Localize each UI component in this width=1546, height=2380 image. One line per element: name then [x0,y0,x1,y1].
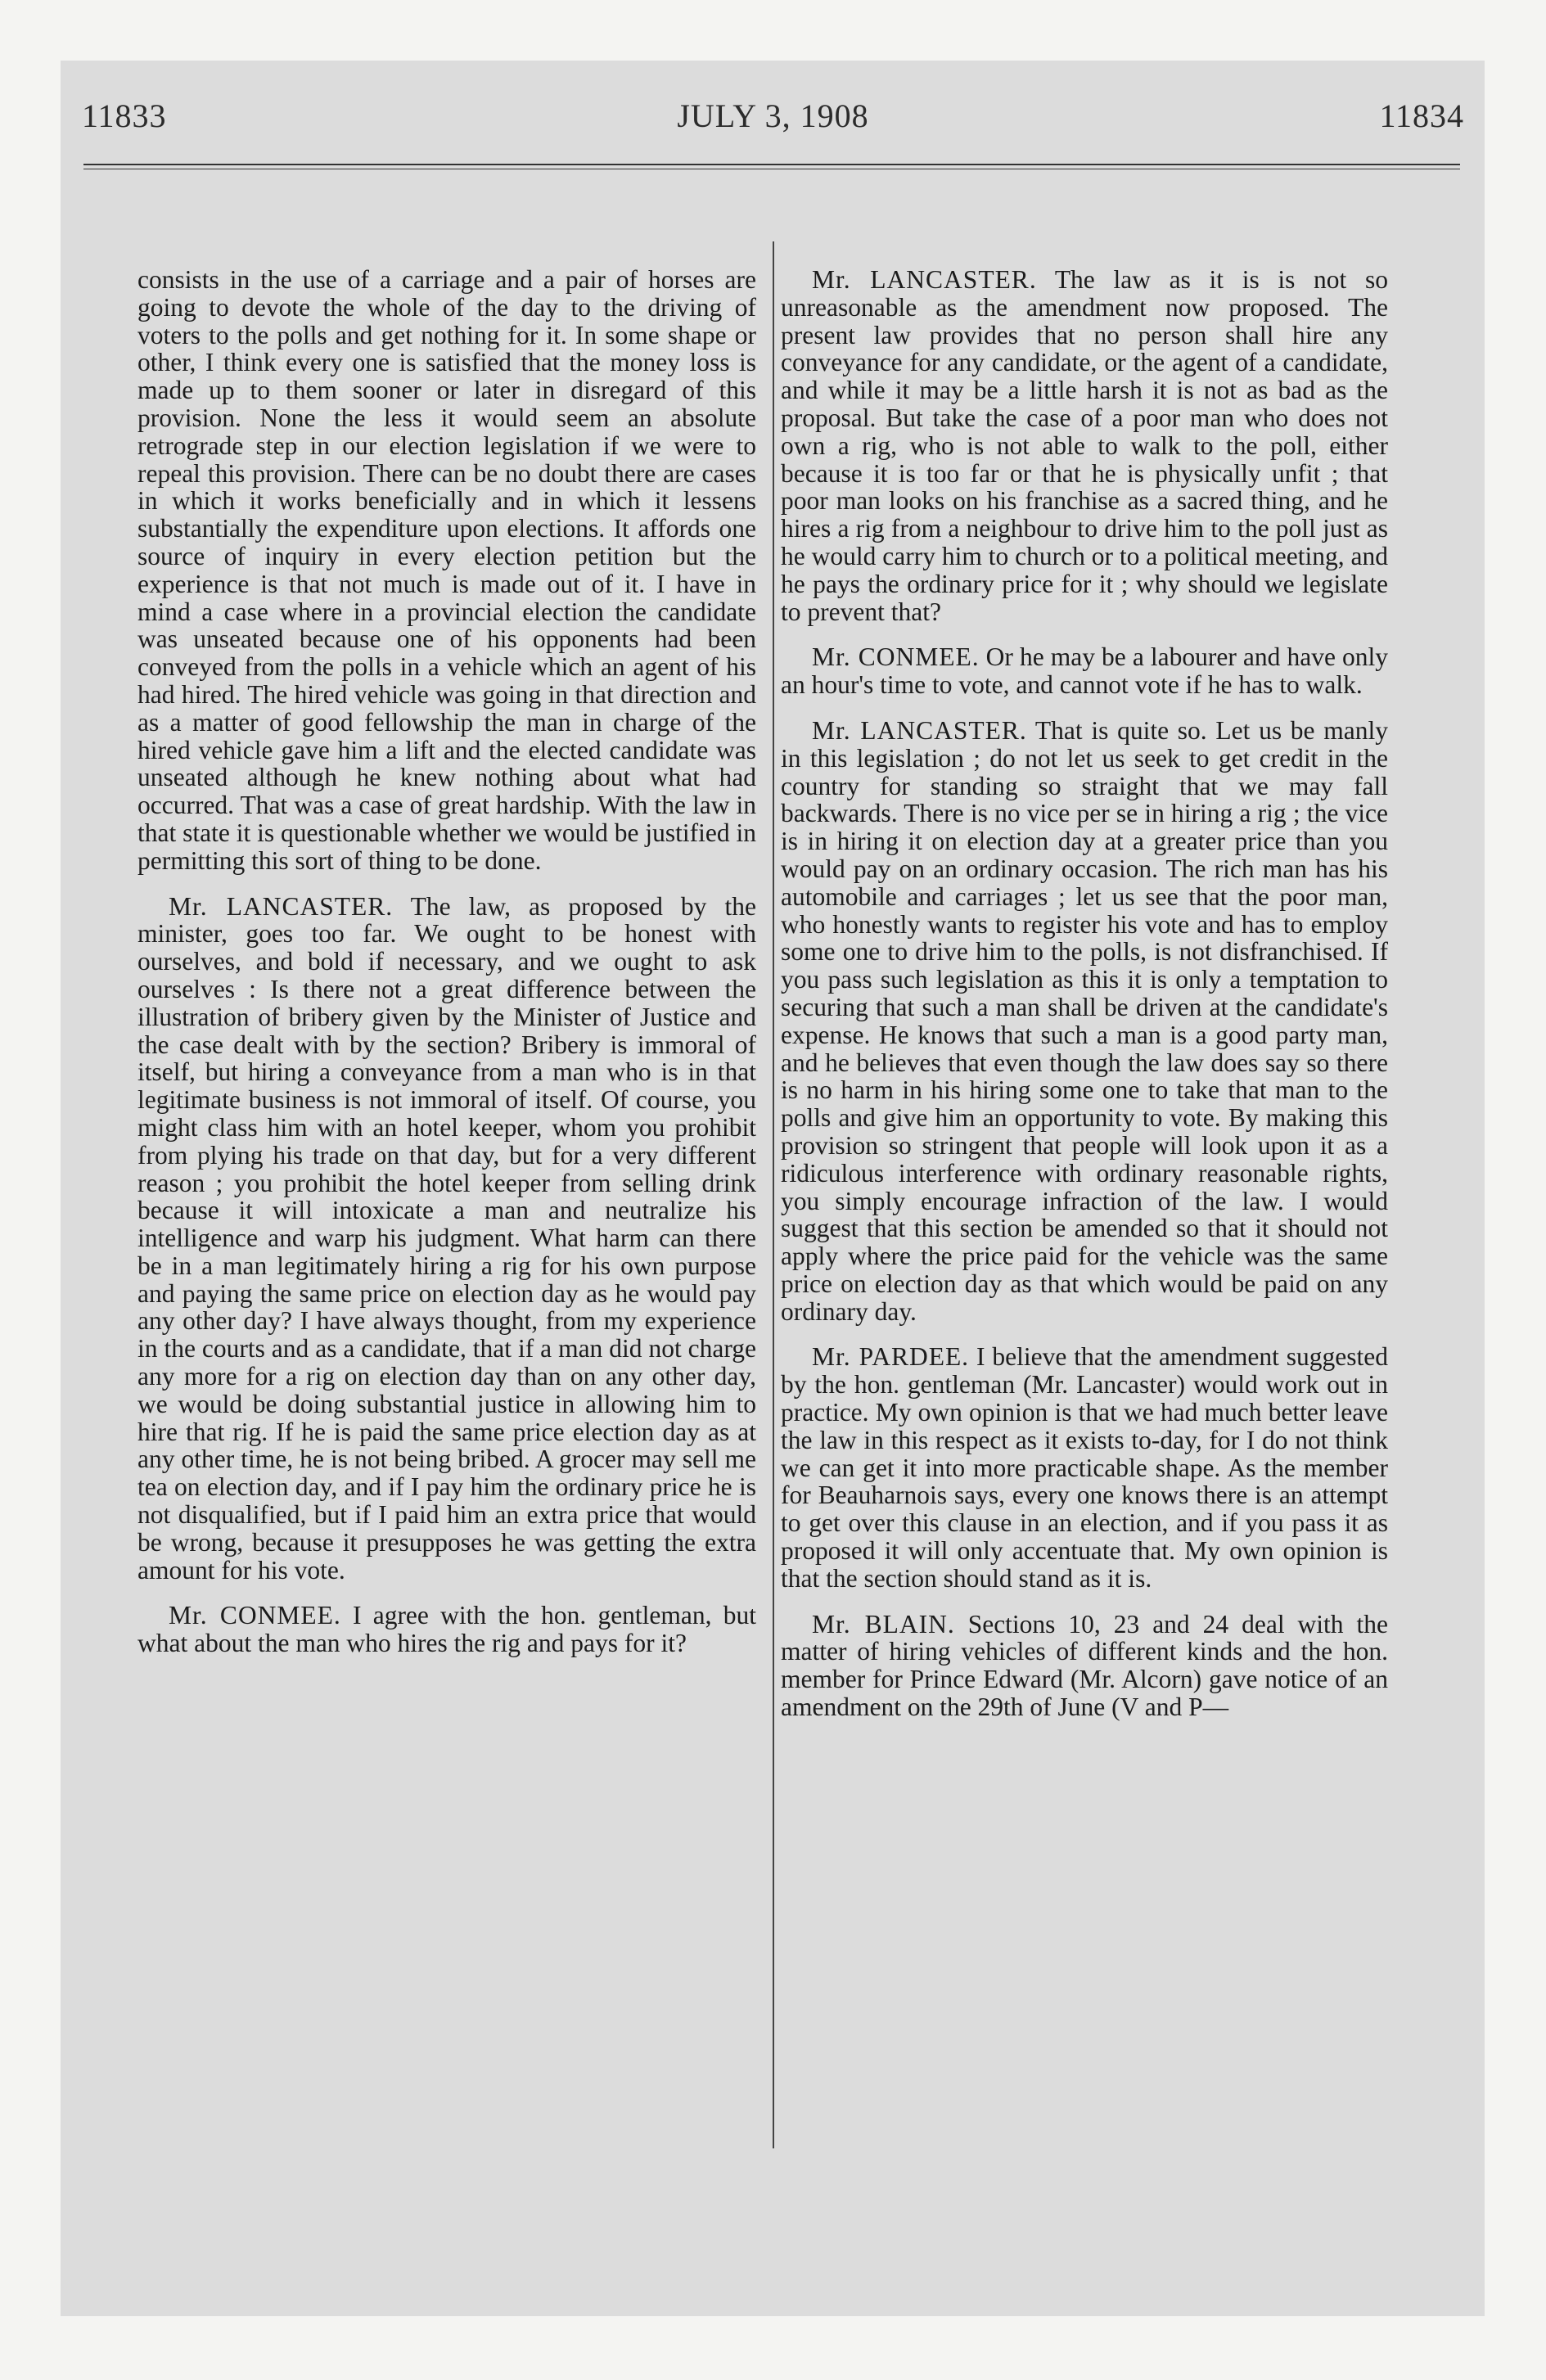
speaker-name: Mr. CONMEE. [812,642,980,672]
page-header [82,97,1464,146]
speaker-name: Mr. PARDEE. [812,1342,970,1372]
paragraph [781,266,1388,625]
paragraph [137,1602,756,1657]
paragraph-text: That is quite so. Let us be manly in this legislation ; do not let us seek to get credit in the country for standing so straight that we may fall backwards. There is no vice per se in hiring a rig ; the vice is in hiring it on election day at a greater price than you would pay on an ordinary occasion. The rich man has his automobile and carriages ; let us see that the poor man, who honestly wants to register his vote and has to employ some one to drive him to the polls, is not disfranchised. If you pass such legislation as this it is only a temptation to securing that such a man shall be driven at the candidate's expense. He knows that such a man is a good party man, and he believes that even though the law does say so there is no harm in his hiring some one to take that man to the polls and give him an opportunity to vote. By making this provision so stringent that people will look upon it as a ridiculous interference with ordinary reasonable rights, you simply encourage infraction of the law. I would suggest that this section be amended so that it should not apply where the price paid for the vehicle was the same price on election day as that which would be paid on any ordinary day. [781,715,1388,1326]
page-number-right: 11834 [1379,97,1464,134]
left-column [137,266,756,1675]
paragraph [781,643,1388,699]
page-number-left: 11833 [82,97,167,134]
paragraph-text: The law, as proposed by the minister, goes too far. We ought to be honest with ourselves, and bold if necessary, and we ought to ask ourselves : Is there not a great difference between the illustration of bribery given by the Minister of Justice and the case dealt with by the section? Bribery is immoral of itself, but hiring a conveyance from a man who is in that legitimate business is not immoral of itself. Of course, you might class him with an hotel keeper, whom you prohibit from plying his trade on that day, but for a very different reason ; you prohibit the hotel keeper from selling drink because it will intoxicate a man and neutralize his intelligence and warp his judgment. What harm can there be in a man legitimately hiring a rig for his own purpose and paying the same price on election day as he would pay any other day? I have always thought, from my experience in the courts and as a candidate, that if a man did not charge any more for a rig on election day than on any other day, we would be doing substantial justice in allowing him to hire that rig. If he is paid the same price election day as at any other time, he is not being bribed. A grocer may sell me tea on election day, and if I pay him the ordinary price he is not disqualified, but if I paid him an extra price that would be wrong, because it presupposes he was getting the extra amount for his vote. [137,891,756,1584]
paragraph [781,1343,1388,1592]
paragraph-text: Or he may be a labourer and have only an hour's time to vote, and cannot vote if he has to walk. [781,642,1388,700]
paragraph-text: I believe that the amendment suggested by the hon. gentleman (Mr. Lancaster) would work out in practice. My own opinion is that we had much better leave the law in this respect as it exists to-day, for I do not think we can get it into more practicable shape. As the member for Beauharnois says, every one knows there is an attempt to get over this clause in an election, and if you pass it as proposed it will only accentuate that. My own opinion is that the section should stand as it is. [781,1342,1388,1593]
paragraph-text: I agree with the hon. gentleman, but what about the man who hires the rig and pays for it? [137,1601,756,1658]
paragraph-text: consists in the use of a carriage and a pair of horses are going to devote the whole of the day to the driving of voters to the polls and get nothing for it. In some shape or other, I think every one is satisfied that the money loss is made up to them sooner or later in disregard of this provision. None the less it would seem an absolute retrograde step in our election legislation if we were to repeal this provision. There can be no doubt there are cases in which it works beneficially and in which it lessens substantially the expenditure upon elections. It affords one source of inquiry in every election petition but the experience is that not much is made out of it. I have in mind a case where in a provincial election the candidate was unseated because one of his opponents had been conveyed from the polls in a vehicle which an agent of his had hired. The hired vehicle was going in that direction and as a matter of good fellowship the man in charge of the hired vehicle gave him a lift and the elected candidate was unseated although he knew nothing about what had occurred. That was a case of great hardship. With the law in that state it is questionable whether we would be justified in permitting this sort of thing to be done. [137,265,756,875]
paragraph-text: The law as it is is not so unreasonable as the amendment now proposed. The present law provides that no person shall hire any conveyance for any candidate, or the agent of a candidate, and while it may be a little harsh it is not as bad as the proposal. But take the case of a poor man who does not own a rig, who is not able to walk to the poll, either because it is too far or that he is physically unfit ; that poor man looks on his franchise as a sacred thing, and he hires a rig from a neighbour to drive him to the poll just as he would carry him to church or to a political meeting, and he pays the ordinary price for it ; why should we legislate to prevent that? [781,265,1388,626]
paragraph-text: Sections 10, 23 and 24 deal with the matter of hiring vehicles of different kinds and the hon. member for Prince Edward (Mr. Alcorn) gave notice of an amendment on the 29th of June (V and P— [781,1609,1388,1722]
speaker-name: Mr. LANCASTER. [169,891,394,921]
paragraph [781,1611,1388,1721]
paragraph [137,266,756,875]
speaker-name: Mr. CONMEE. [169,1601,341,1630]
speaker-name: Mr. LANCASTER. [812,715,1027,745]
page-date: JULY 3, 1908 [677,97,869,134]
paragraph [781,717,1388,1326]
column-divider [773,241,774,2148]
speaker-name: Mr. LANCASTER. [812,265,1037,294]
speaker-name: Mr. BLAIN. [812,1609,955,1639]
right-column [781,266,1388,1739]
header-rule [83,164,1460,165]
paragraph [137,893,756,1584]
